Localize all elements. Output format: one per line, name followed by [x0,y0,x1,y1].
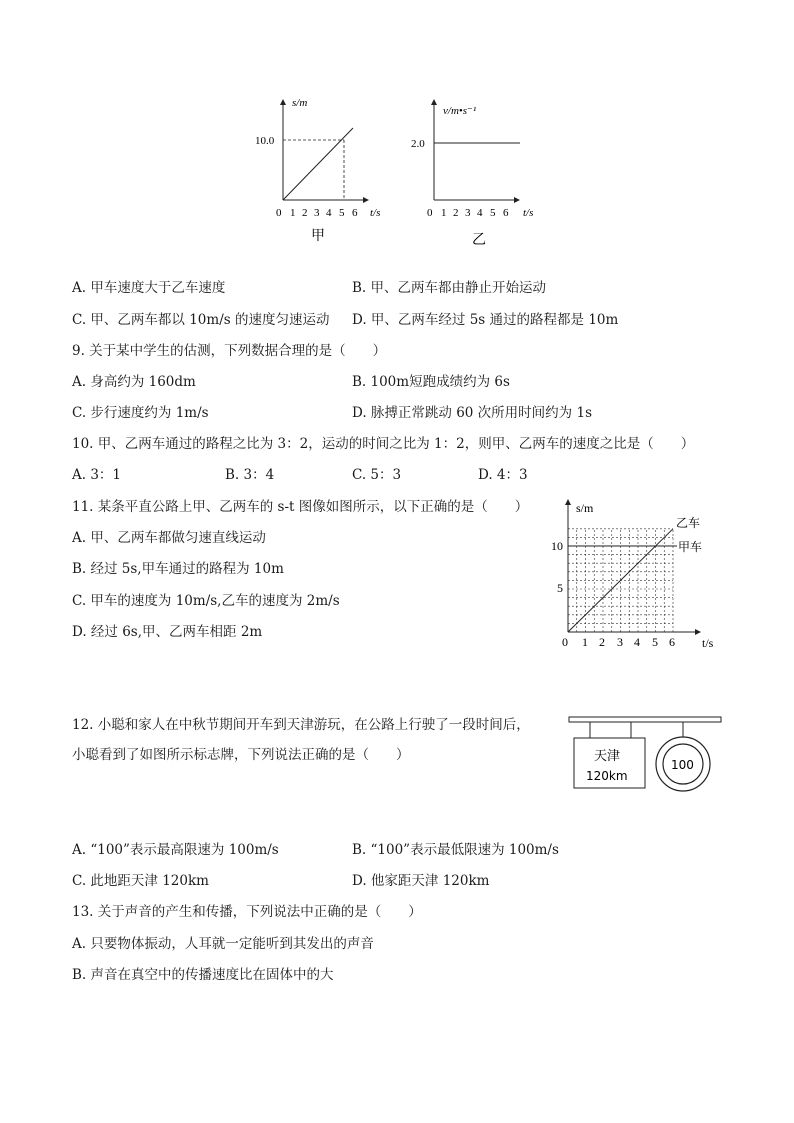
x-tick: 2 [453,207,459,219]
y-axis-label: s/m [292,97,308,109]
q11-option-c[interactable]: C. 甲车的速度为 10m/s,乙车的速度为 2m/s [72,593,340,609]
q9-stem: 9. 关于某中学生的估测，下列数据合理的是（ ） [72,343,387,359]
figure-jia [250,92,390,252]
x-tick: 2 [599,635,605,649]
x-tick: 6 [669,635,675,649]
sign-beam [569,717,721,722]
q12-option-c[interactable]: C. 此地距天津 120km [72,873,209,889]
x-tick: 5 [339,207,345,219]
x-axis-label: t/s [523,207,534,219]
y-tick-10: 10 [551,539,563,553]
q8-option-c[interactable]: C. 甲、乙两车都以 10m/s 的速度匀速运动 [72,312,330,328]
q10-option-c[interactable]: C. 5：3 [352,467,402,483]
q11-option-b[interactable]: B. 经过 5s,甲车通过的路程为 10m [72,561,284,577]
sign-distance: 120km [586,769,628,783]
road-sign-figure [565,712,725,797]
x-tick: 3 [314,207,320,219]
x-tick: 6 [352,207,358,219]
q12-option-d[interactable]: D. 他家距天津 120km [352,873,490,889]
x-tick: 0 [562,635,568,649]
y-axis-label: s/m [576,501,594,515]
series-label-yi: 乙车 [676,516,701,530]
q8-option-a[interactable]: A. 甲车速度大于乙车速度 [72,280,226,296]
q10-stem: 10. 甲、乙两车通过的路程之比为 3：2，运动的时间之比为 1：2，则甲、乙两车的速度之比是（ ） [72,436,695,452]
q10-option-a[interactable]: A. 3：1 [72,467,122,483]
q11-graph [540,492,730,657]
q11-option-a[interactable]: A. 甲、乙两车都做匀速直线运动 [72,530,266,546]
figure-yi [400,92,550,252]
y-tick-label: 2.0 [411,138,425,150]
speed-limit-value: 100 [671,758,694,772]
x-tick: 5 [652,635,658,649]
q13-stem: 13. 关于声音的产生和传播，下列说法中正确的是（ ） [72,904,422,920]
q9-option-d[interactable]: D. 脉搏正常跳动 60 次所用时间约为 1s [352,405,592,421]
q10-option-b[interactable]: B. 3：4 [225,467,275,483]
x-tick: 4 [477,207,483,219]
q9-option-a[interactable]: A. 身高约为 160dm [72,374,196,390]
x-tick-labels [427,207,509,219]
y-tick-5: 5 [557,581,563,595]
q11-option-d[interactable]: D. 经过 6s,甲、乙两车相距 2m [72,624,263,640]
x-tick: 1 [441,207,447,219]
x-tick-labels [276,207,358,219]
q11-stem: 11. 某条平直公路上甲、乙两车的 s-t 图像如图所示，以下正确的是（ ） [72,499,529,515]
figure-caption: 乙 [472,233,486,248]
x-tick: 5 [490,207,496,219]
q13-option-b[interactable]: B. 声音在真空中的传播速度比在固体中的大 [72,967,334,983]
q8-option-d[interactable]: D. 甲、乙两车经过 5s 通过的路程都是 10m [352,312,619,328]
x-tick: 2 [302,207,308,219]
sign-place: 天津 [594,749,621,764]
x-axis-label: t/s [370,207,381,219]
q12-stem-line1: 12. 小聪和家人在中秋节期间开车到天津游玩，在公路上行驶了一段时间后， [72,717,530,733]
x-tick: 1 [290,207,296,219]
x-tick-labels [562,635,675,649]
x-tick: 0 [427,207,433,219]
q9-option-c[interactable]: C. 步行速度约为 1m/s [72,405,209,421]
x-tick: 4 [634,635,640,649]
q9-option-b[interactable]: B. 100m短跑成绩约为 6s [352,374,510,390]
x-tick: 6 [503,207,509,219]
q10-option-d[interactable]: D. 4：3 [478,467,528,483]
q8-option-b[interactable]: B. 甲、乙两车都由静止开始运动 [352,280,547,296]
x-tick: 4 [326,207,332,219]
jia-data-line [283,128,353,200]
x-tick: 3 [617,635,623,649]
x-tick: 0 [276,207,282,219]
q12-option-b[interactable]: B. “100”表示最低限速为 100m/s [352,842,559,858]
q12-stem-line2: 小聪看到了如图所示标志牌，下列说法正确的是（ ） [72,747,410,763]
x-tick: 1 [582,635,588,649]
x-axis-label: t/s [702,636,714,650]
y-tick-label: 10.0 [255,135,275,147]
x-tick: 3 [465,207,471,219]
y-axis-label: v/m•s⁻¹ [443,105,477,117]
q12-option-a[interactable]: A. “100”表示最高限速为 100m/s [72,842,279,858]
figure-caption: 甲 [311,229,325,244]
series-label-jia: 甲车 [678,540,703,554]
q13-option-a[interactable]: A. 只要物体振动，人耳就一定能听到其发出的声音 [72,936,374,952]
